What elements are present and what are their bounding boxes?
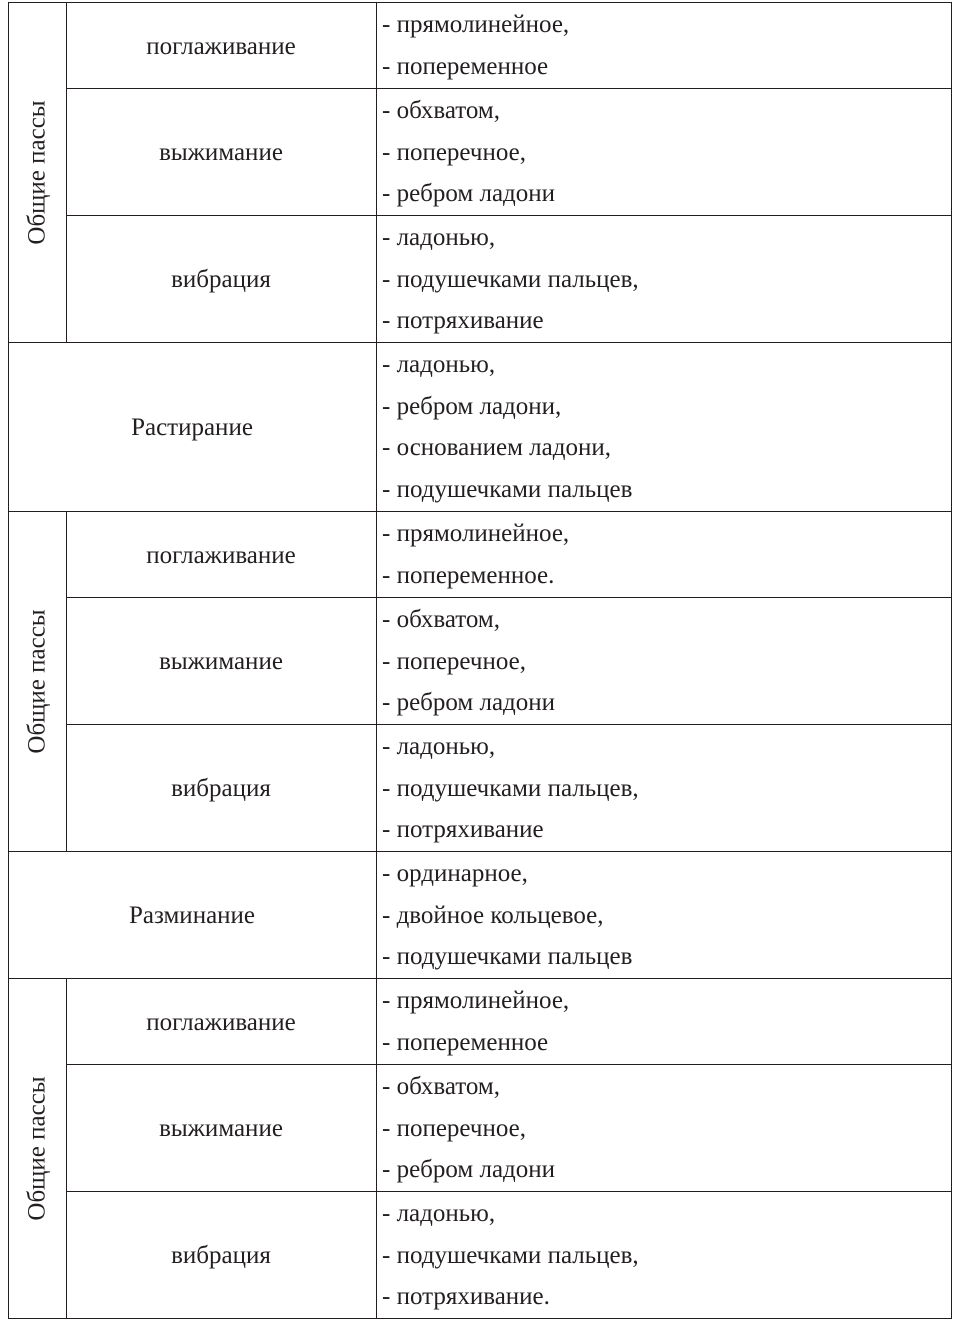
variant-item: - прямолинейное, — [382, 11, 570, 38]
technique-name: вибрация — [171, 774, 271, 802]
row-divider — [8, 978, 952, 979]
variant-item: - потряхивание. — [382, 1283, 550, 1310]
row-divider — [8, 511, 952, 512]
technique-name: выжимание — [159, 647, 283, 675]
variant-item: - поперечное, — [382, 1114, 527, 1142]
variant-item: - ребром ладони — [382, 1156, 556, 1183]
table-bottom-border — [8, 1318, 952, 1319]
technique-name: выжимание — [159, 1114, 283, 1142]
variant-item: - подушечками пальцев, — [382, 774, 639, 802]
variant-item: - ребром ладони — [382, 180, 556, 207]
technique-name: поглаживание — [146, 32, 296, 60]
variant-item: - подушечками пальцев — [382, 943, 633, 970]
variant-item: - прямолинейное, — [382, 520, 570, 547]
variant-item: - обхватом, — [382, 606, 500, 633]
variant-list — [382, 1066, 957, 1191]
variant-item: - потряхивание — [382, 307, 544, 334]
variant-item: - поперечное, — [382, 138, 527, 166]
variant-item: - подушечками пальцев, — [382, 265, 639, 293]
technique-name: вибрация — [171, 265, 271, 293]
variant-item: - подушечками пальцев, — [382, 1241, 639, 1269]
technique-name: вибрация — [171, 1241, 271, 1269]
variant-item: - потряхивание — [382, 816, 544, 843]
variant-list — [382, 853, 957, 978]
variant-item: - обхватом, — [382, 1073, 500, 1100]
variant-item: - ребром ладони, — [382, 392, 562, 420]
variant-list — [382, 980, 957, 1063]
variant-list — [382, 513, 957, 596]
table-top-border — [8, 2, 952, 3]
variant-item: - попеременное. — [382, 561, 555, 589]
group-label: Общие пассы — [23, 1075, 51, 1221]
variant-item: - подушечками пальцев — [382, 475, 633, 503]
variant-item: - ладонью, — [382, 1200, 496, 1227]
variant-list — [382, 90, 957, 215]
variant-list — [382, 217, 957, 342]
group-label: Общие пассы — [23, 99, 51, 245]
variant-item: - попеременное — [382, 1028, 549, 1056]
variant-item: - ребром ладони — [382, 689, 556, 716]
technique-name: выжимание — [159, 138, 283, 166]
variant-list — [382, 1193, 957, 1318]
variant-item: - основанием ладони, — [382, 434, 611, 461]
variant-list — [382, 344, 957, 510]
variant-list — [382, 599, 957, 724]
technique-name: поглаживание — [146, 541, 296, 569]
variant-item: - двойное кольцевое, — [382, 901, 604, 929]
variant-item: - обхватом, — [382, 97, 500, 124]
variant-item: - поперечное, — [382, 647, 527, 675]
variant-item: - попеременное — [382, 52, 549, 80]
technique-name: Разминание — [128, 901, 256, 929]
variant-list — [382, 726, 957, 851]
technique-name: поглаживание — [146, 1008, 296, 1036]
group-label: Общие пассы — [23, 608, 51, 754]
variant-item: - ладонью, — [382, 224, 496, 251]
variant-item: - ординарное, — [382, 860, 528, 887]
variant-item: - прямолинейное, — [382, 987, 570, 1014]
variant-item: - ладонью, — [382, 733, 496, 760]
column-divider — [376, 2, 377, 1319]
variant-item: - ладонью, — [382, 351, 496, 378]
variant-list — [382, 4, 957, 87]
technique-name: Растирание — [131, 413, 253, 441]
